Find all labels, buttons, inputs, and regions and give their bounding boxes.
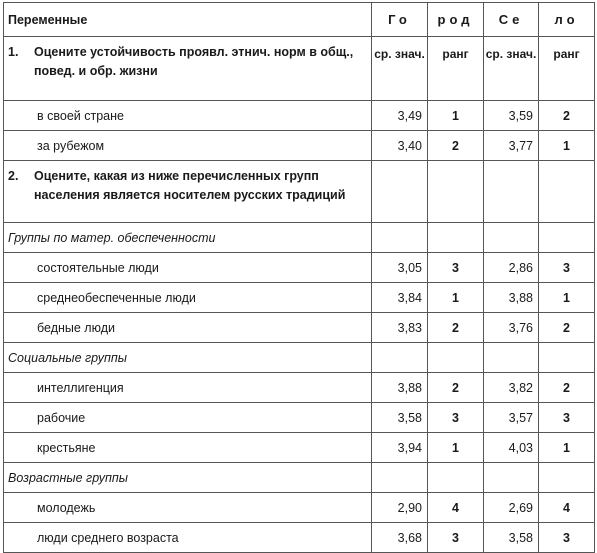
village-mean: 3,77 — [484, 131, 539, 161]
subheader-village-rank: ранг — [539, 37, 595, 101]
city-mean: 3,88 — [372, 373, 428, 403]
table-row — [4, 403, 595, 433]
village-mean: 4,03 — [484, 433, 539, 463]
question-1 — [4, 37, 372, 101]
city-mean: 3,40 — [372, 131, 428, 161]
table-row — [4, 253, 595, 283]
table-row — [4, 131, 595, 161]
city-rank: 2 — [428, 131, 484, 161]
village-rank: 2 — [539, 313, 595, 343]
city-rank: 4 — [428, 493, 484, 523]
empty-cell — [372, 161, 428, 223]
header-city-part2: род — [428, 3, 484, 37]
empty-cell — [539, 161, 595, 223]
village-mean: 2,69 — [484, 493, 539, 523]
question-2-row — [4, 161, 595, 223]
table-row — [4, 373, 595, 403]
table-row — [4, 493, 595, 523]
village-rank: 3 — [539, 403, 595, 433]
city-rank: 1 — [428, 283, 484, 313]
city-mean: 3,05 — [372, 253, 428, 283]
village-mean: 2,86 — [484, 253, 539, 283]
subheader-city-mean: ср. знач. — [372, 37, 428, 101]
empty-cell — [372, 223, 428, 253]
village-mean: 3,82 — [484, 373, 539, 403]
city-rank: 2 — [428, 373, 484, 403]
village-mean: 3,88 — [484, 283, 539, 313]
empty-cell — [372, 343, 428, 373]
survey-table — [3, 2, 595, 553]
city-rank: 3 — [428, 403, 484, 433]
village-rank: 1 — [539, 131, 595, 161]
village-rank: 2 — [539, 101, 595, 131]
table-row — [4, 313, 595, 343]
village-rank: 1 — [539, 433, 595, 463]
city-rank: 1 — [428, 101, 484, 131]
city-mean: 3,94 — [372, 433, 428, 463]
question-1-row — [4, 37, 595, 101]
header-village-part2: ло — [539, 3, 595, 37]
row-label: в своей стране — [4, 101, 372, 131]
row-label: бедные люди — [4, 313, 372, 343]
header-village-part1: Се — [484, 3, 539, 37]
question-2-number: 2. — [8, 169, 19, 183]
village-rank: 3 — [539, 253, 595, 283]
subheader-city-rank: ранг — [428, 37, 484, 101]
question-1-number: 1. — [8, 45, 19, 59]
village-rank: 4 — [539, 493, 595, 523]
empty-cell — [484, 463, 539, 493]
empty-cell — [484, 223, 539, 253]
city-mean: 3,68 — [372, 523, 428, 553]
city-mean: 2,90 — [372, 493, 428, 523]
village-mean: 3,57 — [484, 403, 539, 433]
village-rank: 1 — [539, 283, 595, 313]
empty-cell — [428, 223, 484, 253]
row-label: состоятельные люди — [4, 253, 372, 283]
header-variables: Переменные — [4, 3, 372, 37]
row-label: люди среднего возраста — [4, 523, 372, 553]
question-2-text: Оцените, какая из ниже перечисленных групп населения является носителем русских традиций — [34, 169, 346, 202]
header-city-part1: Го — [372, 3, 428, 37]
village-rank: 2 — [539, 373, 595, 403]
group-row — [4, 463, 595, 493]
empty-cell — [372, 463, 428, 493]
village-mean: 3,76 — [484, 313, 539, 343]
header-row — [4, 3, 595, 37]
question-2 — [4, 161, 372, 223]
city-rank: 3 — [428, 253, 484, 283]
table-row — [4, 433, 595, 463]
empty-cell — [539, 463, 595, 493]
city-rank: 3 — [428, 523, 484, 553]
row-label: интеллигенция — [4, 373, 372, 403]
empty-cell — [539, 343, 595, 373]
table-row — [4, 283, 595, 313]
group-row — [4, 223, 595, 253]
row-label: среднеобеспеченные люди — [4, 283, 372, 313]
row-label: за рубежом — [4, 131, 372, 161]
empty-cell — [428, 343, 484, 373]
row-label: крестьяне — [4, 433, 372, 463]
city-rank: 2 — [428, 313, 484, 343]
village-mean: 3,59 — [484, 101, 539, 131]
table-row — [4, 523, 595, 553]
city-mean: 3,83 — [372, 313, 428, 343]
empty-cell — [539, 223, 595, 253]
table-row — [4, 101, 595, 131]
empty-cell — [428, 463, 484, 493]
village-mean: 3,58 — [484, 523, 539, 553]
city-rank: 1 — [428, 433, 484, 463]
empty-cell — [484, 343, 539, 373]
empty-cell — [428, 161, 484, 223]
group-title: Группы по матер. обеспеченности — [4, 223, 372, 253]
subheader-village-mean: ср. знач. — [484, 37, 539, 101]
village-rank: 3 — [539, 523, 595, 553]
row-label: рабочие — [4, 403, 372, 433]
city-mean: 3,58 — [372, 403, 428, 433]
group-title: Возрастные группы — [4, 463, 372, 493]
empty-cell — [484, 161, 539, 223]
question-1-text: Оцените устойчивость проявл. этнич. норм в общ., повед. и обр. жизни — [34, 45, 354, 78]
city-mean: 3,49 — [372, 101, 428, 131]
group-row — [4, 343, 595, 373]
group-title: Социальные группы — [4, 343, 372, 373]
row-label: молодежь — [4, 493, 372, 523]
city-mean: 3,84 — [372, 283, 428, 313]
